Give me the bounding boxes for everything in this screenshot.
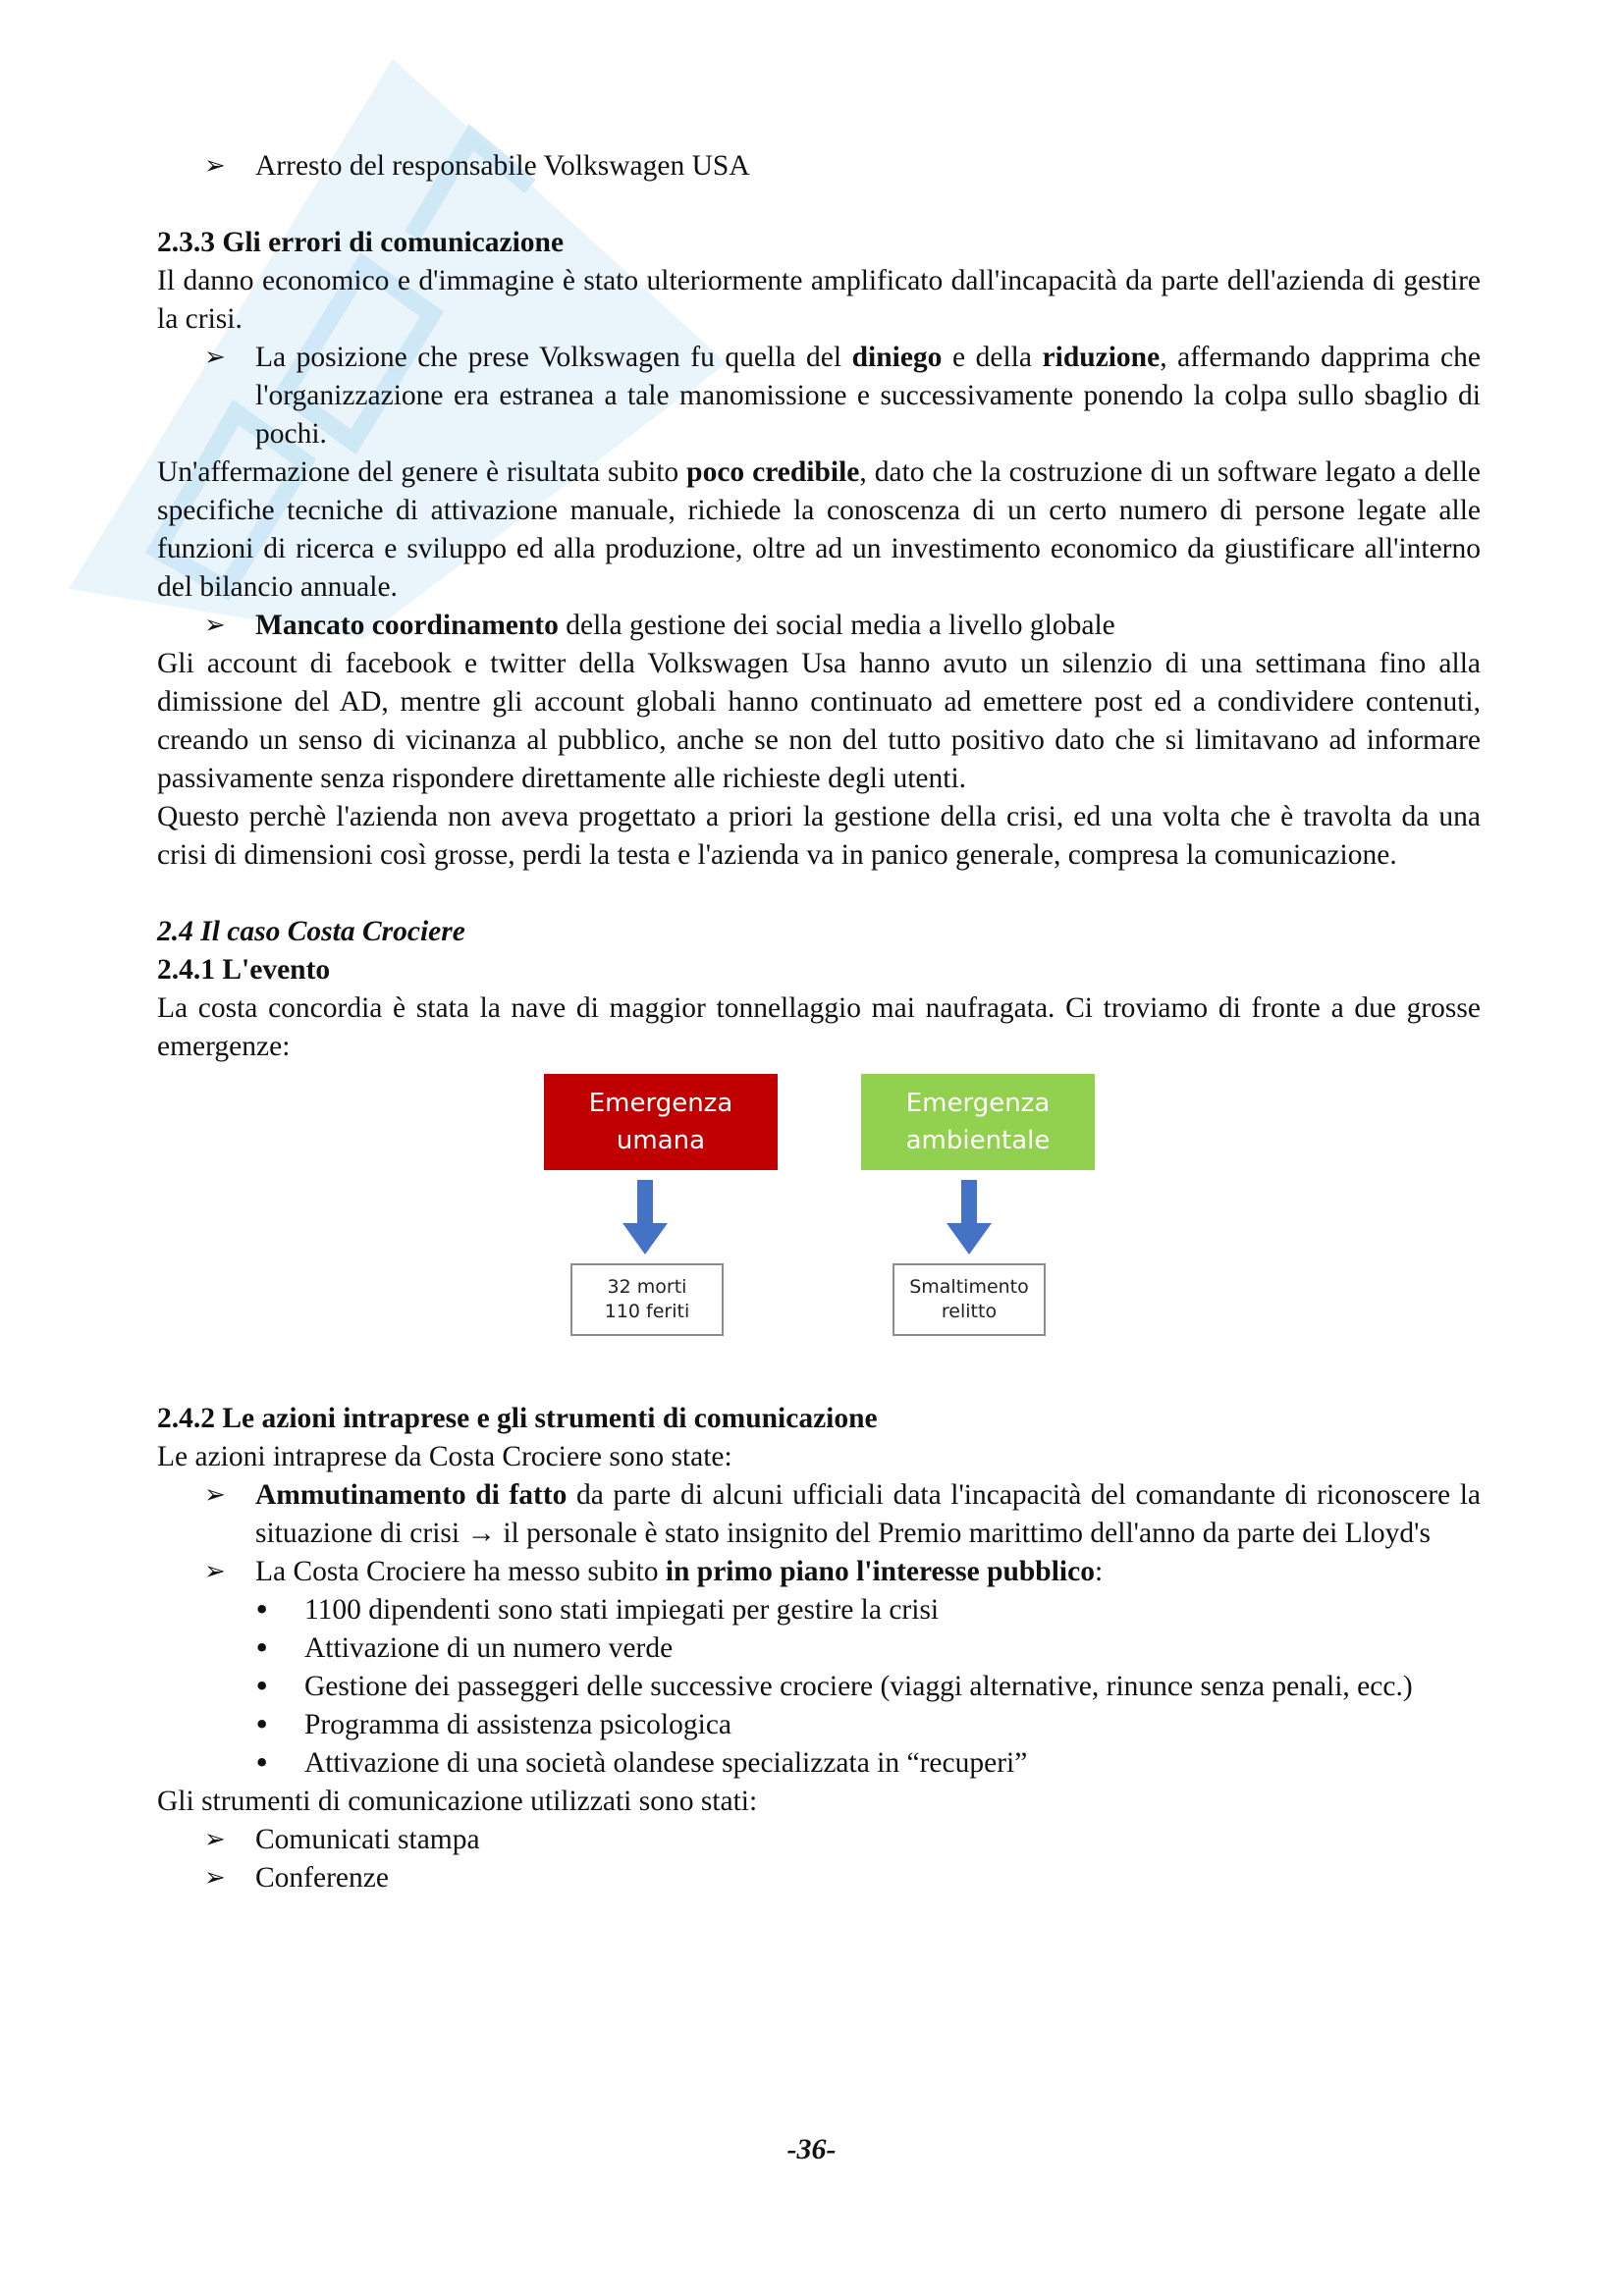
casualties-box: 32 morti 110 feriti (570, 1263, 724, 1336)
down-arrow-icon (621, 1180, 670, 1255)
sub-list-item: • Programma di assistenza psicologica (157, 1706, 1481, 1744)
paragraph: Un'affermazione del genere è risultata subito poco credibile, dato che la costruzione di un software legato a delle specifiche tecniche di attivazione manuale, richiede la conoscenza di un certo numero di persone legate alle funzioni di ricerca e sviluppo ed alla produzione, oltre ad un investimento economico da giustificare all'interno del bilancio annuale. (157, 456, 1481, 603)
arrow-bullet-icon: ➢ (204, 1557, 226, 1586)
paragraph: Il danno economico e d'immagine è stato ulteriormente amplificato dall'incapacità da parte dell'azienda di gestire la crisi. (157, 265, 1481, 335)
list-item: ➢ Comunicati stampa (157, 1821, 1481, 1859)
arrow-bullet-icon: ➢ (204, 1480, 226, 1510)
bullet-dot-icon: • (253, 1708, 271, 1741)
list-item: ➢ Mancato coordinamento della gestione dei social media a livello globale (157, 607, 1481, 645)
emergency-diagram (157, 1074, 1481, 1398)
list-item: ➢ Conferenze (157, 1859, 1481, 1897)
page-number: -36- (786, 2133, 837, 2165)
arrow-bullet-icon: ➢ (204, 1863, 226, 1893)
paragraph: La costa concordia è stata la nave di maggior tonnellaggio mai naufragata. Ci troviamo di fronte a due grosse emergenze: (157, 992, 1481, 1062)
paragraph: Questo perchè l'azienda non aveva progettato a priori la gestione della crisi, ed una volta che è travolta da una crisi di dimensioni così grosse, perdi la testa e l'azienda va in panico generale, compresa la comunicazione. (157, 801, 1481, 871)
arrow-bullet-icon: ➢ (204, 611, 226, 640)
section-heading: 2.3.3 Gli errori di comunicazione (157, 227, 565, 258)
list-item: ➢ Ammutinamento di fatto da parte di alcuni ufficiali data l'incapacità del comandante di riconoscere la situazione di crisi → il personale è stato insignito del Premio marittimo dell'anno da parte dei Lloyd's (157, 1476, 1481, 1553)
document-page (157, 147, 1481, 1897)
list-item: ➢ La posizione che prese Volkswagen fu quella del diniego e della riduzione, affermando dapprima che l'organizzazione era estranea a tale manomissione e successivamente ponendo la colpa sullo sbaglio di pochi. (157, 339, 1481, 454)
list-item: ➢ Arresto del responsabile Volkswagen USA (157, 147, 1481, 186)
wreck-disposal-box: Smaltimento relitto (893, 1263, 1046, 1336)
paragraph: Le azioni intraprese da Costa Crociere sono state: (157, 1441, 732, 1472)
arrow-bullet-icon: ➢ (204, 1825, 226, 1854)
arrow-bullet-icon: ➢ (204, 343, 226, 372)
subsection-heading: 2.4.1 L'evento (157, 954, 331, 986)
bullet-dot-icon: • (253, 1746, 271, 1780)
paragraph: Gli account di facebook e twitter della Volkswagen Usa hanno avuto un silenzio di una settimana fino alla dimissione del AD, mentre gli account globali hanno continuato ad emettere post ed a condividere contenuti, creando un senso di vicinanza al pubblico, anche se non del tutto positivo dato che si limitavano ad informare passivamente senza rispondere direttamente alle richieste degli utenti. (157, 648, 1481, 794)
sub-list-item: • Attivazione di una società olandese specializzata in “recuperi” (157, 1744, 1481, 1783)
environmental-emergency-box: Emergenza ambientale (861, 1074, 1095, 1170)
section-heading: 2.4 Il caso Costa Crociere (157, 916, 465, 947)
bullet-dot-icon: • (253, 1670, 271, 1703)
subsection-heading: 2.4.2 Le azioni intraprese e gli strumenti di comunicazione (157, 1403, 878, 1434)
sub-list-item: • Attivazione di un numero verde (157, 1629, 1481, 1668)
paragraph: Gli strumenti di comunicazione utilizzati sono stati: (157, 1786, 758, 1817)
human-emergency-box: Emergenza umana (544, 1074, 778, 1170)
down-arrow-icon (945, 1180, 994, 1255)
sub-list-item: • Gestione dei passeggeri delle successive crociere (viaggi alternative, rinunce senza penali, ecc.) (157, 1668, 1481, 1706)
bullet-dot-icon: • (253, 1593, 271, 1627)
bullet-dot-icon: • (253, 1631, 271, 1665)
sub-list-item: • 1100 dipendenti sono stati impiegati per gestire la crisi (157, 1591, 1481, 1629)
list-item: ➢ La Costa Crociere ha messo subito in primo piano l'interesse pubblico: (157, 1553, 1481, 1591)
arrow-bullet-icon: ➢ (204, 151, 226, 181)
